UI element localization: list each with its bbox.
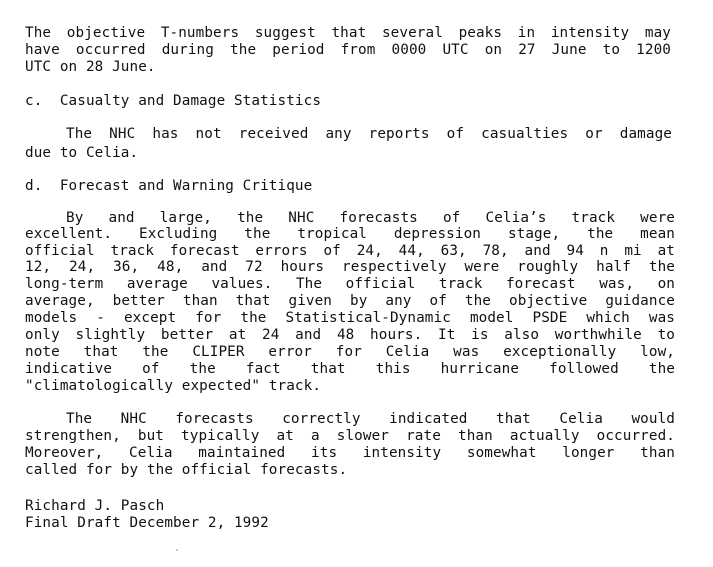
section-c-heading: c. Casualty and Damage Statistics (25, 93, 322, 109)
section-d-p2-line-3: Moreover, Celia maintained its intensity somewhat longer than (25, 445, 675, 461)
section-d-heading: d. Forecast and Warning Critique (25, 178, 313, 194)
section-d-p1-line-3: official track forecast errors of 24, 44, 63, 78, and 94 n mi at (25, 243, 675, 259)
section-d-p1-line-5: long-term average values. The official track forecast was, on (25, 276, 675, 292)
paragraph-1-line-1: The objective T-numbers suggest that several peaks in intensity may (25, 25, 671, 41)
paragraph-1-line-3: UTC on 28 June. (25, 59, 156, 75)
section-c-line-1: The NHC has not received any reports of casualties or damage (66, 126, 672, 142)
section-d-p1-line-10: indicative of the fact that this hurricane followed the (25, 361, 675, 377)
section-d-p1-line-9: note that the CLIPER error for Celia was exceptionally low, (25, 344, 675, 360)
section-d-p1-line-4: 12, 24, 36, 48, and 72 hours respectively were roughly half the (25, 259, 675, 275)
section-d-p2-line-1: The NHC forecasts correctly indicated that Celia would (66, 411, 675, 427)
scan-speck (176, 549, 178, 551)
section-d-p1-line-6: average, better than that given by any of the objective guidance (25, 293, 675, 309)
section-c-line-2: due to Celia. (25, 145, 139, 161)
paragraph-1-line-2: have occurred during the period from 0000 UTC on 27 June to 1200 (25, 42, 671, 58)
section-d-p1-line-8: only slightly better at 24 and 48 hours. It is also worthwhile to (25, 327, 675, 343)
section-d-p2-line-2: strengthen, but typically at a slower rate than actually occurred. (25, 428, 675, 444)
section-d-p1-line-2: excellent. Excluding the tropical depression stage, the mean (25, 226, 675, 242)
draft-date: Final Draft December 2, 1992 (25, 515, 269, 531)
section-d-p1-line-7: models - except for the Statistical-Dynamic model PSDE which was (25, 310, 675, 326)
section-d-p2-line-4: called for by the official forecasts. (25, 462, 348, 478)
author-name: Richard J. Pasch (25, 498, 165, 514)
section-d-p1-line-1: By and large, the NHC forecasts of Celia’s track were (66, 210, 675, 226)
section-d-p1-line-11: "climatologically expected" track. (25, 378, 322, 394)
